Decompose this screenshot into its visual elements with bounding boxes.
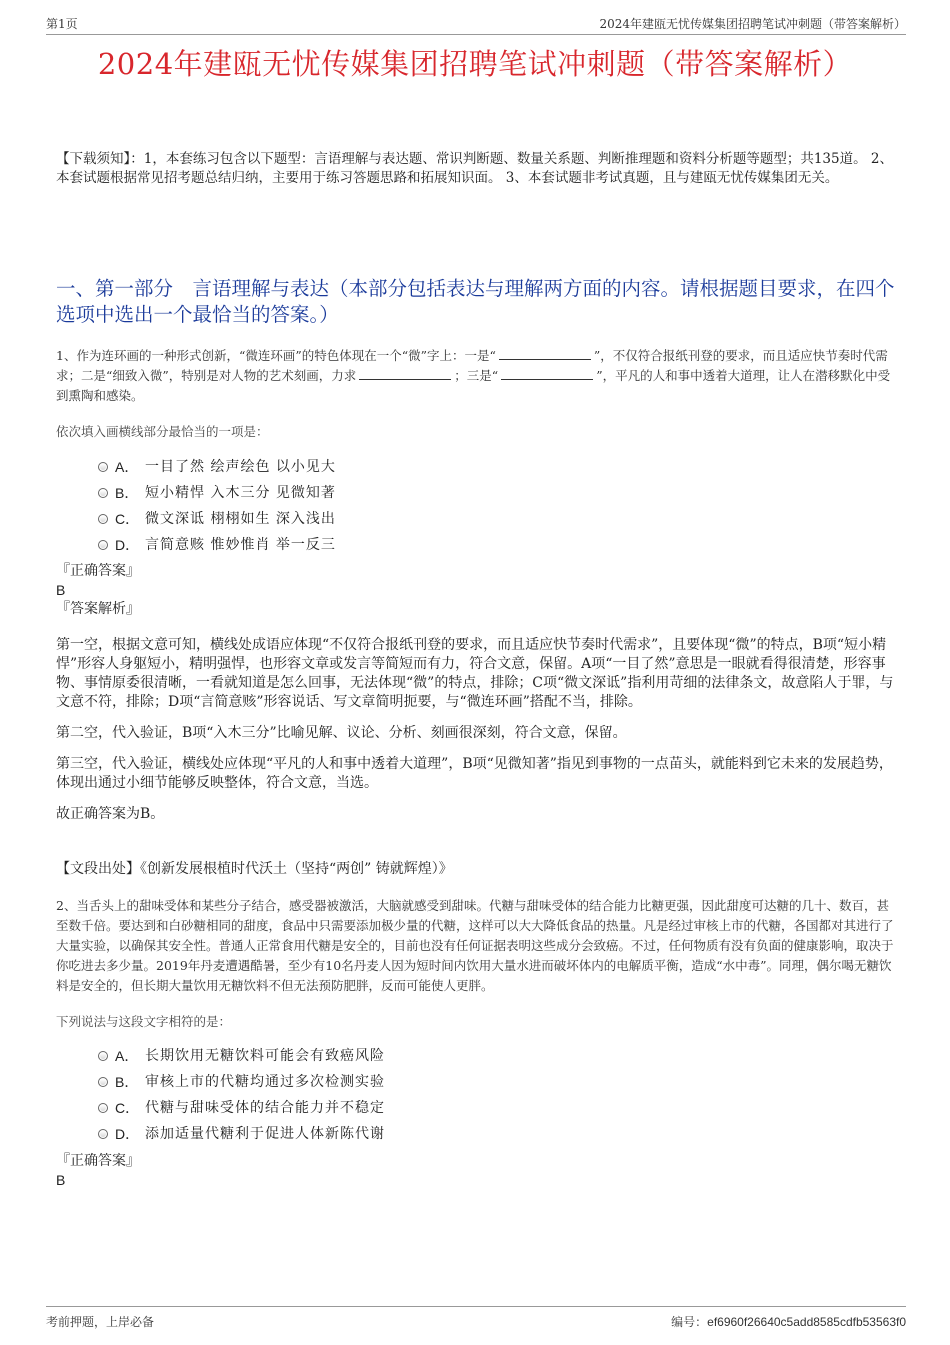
page-header [46, 14, 906, 35]
q1-blank-3 [501, 368, 593, 380]
q1-analysis-paragraph: 故正确答案为B。 [56, 806, 165, 822]
q1-analysis-paragraph: 第二空，代入验证，B项“入木三分”比喻见解、议论、分析、刻画很深刻，符合文意，保留。 [56, 725, 627, 741]
q1-source: 【文段出处】《创新发展根植时代沃土（坚持“两创” 铸就辉煌）》 [56, 861, 453, 877]
q1-option-c[interactable]: C． 微文深诋 栩栩如生 深入浅出 [56, 505, 896, 531]
page-number: 第1页 [46, 17, 78, 31]
q1-answer-value: B [56, 582, 66, 598]
q2-option-d[interactable]: D． 添加适量代糖利于促进人体新陈代谢 [56, 1120, 896, 1146]
header-doc-title: 2024年建瓯无忧传媒集团招聘笔试冲刺题（带答案解析） [599, 17, 906, 31]
q1-answer-block [56, 561, 896, 619]
radio-button-icon[interactable] [98, 488, 108, 498]
q1-options [56, 453, 896, 557]
q1-option-a[interactable]: A． 一目了然 绘声绘色 以小见大 [56, 453, 896, 479]
q1-instruction-block [56, 422, 896, 440]
code-label: 编号： [671, 1315, 708, 1329]
q1-option-d[interactable]: D． 言简意赅 惟妙惟肖 举一反三 [56, 531, 896, 557]
code-value: ef6960f26640c5add8585cdfb53563f0 [707, 1315, 906, 1329]
footer-slogan: 考前押题，上岸必备 [46, 1315, 155, 1329]
download-notice: 【下载须知】：1，本套练习包含以下题型：言语理解与表达题、常识判断题、数量关系题、判断推理题和资料分析题等题型；共135道。 2、本套试题根据常见招考题总结归纳，主要用于练习答题思路和拓展知识面。 3、本套试题非考试真题，且与建瓯无忧传媒集团无关。 [56, 151, 893, 186]
radio-button-icon[interactable] [98, 462, 108, 472]
q2-text: 2、当舌头上的甜味受体和某些分子结合，感受器被激活，大脑就感受到甜味。代糖与甜味受体的结合能力比糖更强，因此甜度可达糖的几十、数百，甚至数千倍。要达到和白砂糖相同的甜度，食品中只需要添加极少量的代糖，这样可以大大降低食品的热量。凡是经过审核上市的代糖，各国都对其进行了大量实验，以确保其安全性。普通人正常食用代糖是安全的，目前也没有任何证据表明这些成分会致癌。不过，任何物质有没有负面的健康影响，取决于你吃进去多少量。2019年丹麦遭遇酷暑，至少有10名丹麦人因为短时间内饮用大量水进而破坏体内的电解质平衡，造成“水中毒”。同理，偶尔喝无糖饮料是安全的，但长期大量饮用无糖饮料不但无法预防肥胖，反而可能使人更胖。 [56, 898, 894, 993]
question-2-stem [56, 896, 896, 996]
radio-button-icon[interactable] [98, 1129, 108, 1139]
q2-answer-value: B [56, 1172, 66, 1188]
page-footer [46, 1306, 906, 1329]
q1-text-part2: ”，不仅符合报纸刊登的要求，而且适应快节奏时代需求；二是“细致入微”，特别是对人物的艺术刻画，力求 [56, 348, 888, 383]
q2-answer-label: 『正确答案』 [56, 1153, 140, 1169]
q1-analysis [56, 636, 896, 836]
q1-analysis-paragraph: 第三空，代入验证，横线处应体现“平凡的人和事中透着大道理”，B项“见微知著”指见到事物的一点苗头，就能料到它未来的发展趋势，体现出通过小细节能够反映整体，符合文意，当选。 [56, 756, 893, 791]
q2-option-a[interactable]: A． 长期饮用无糖饮料可能会有致癌风险 [56, 1042, 896, 1068]
q1-option-b[interactable]: B． 短小精悍 入木三分 见微知著 [56, 479, 896, 505]
radio-button-icon[interactable] [98, 514, 108, 524]
q2-instruction-block [56, 1012, 896, 1030]
q1-instruction: 依次填入画横线部分最恰当的一项是： [56, 424, 269, 439]
question-1-stem [56, 346, 896, 406]
q1-blank-1 [499, 348, 591, 360]
q1-text-part3: ；三是“ [454, 368, 499, 383]
radio-button-icon[interactable] [98, 1077, 108, 1087]
radio-button-icon[interactable] [98, 1051, 108, 1061]
document-code [671, 1313, 906, 1330]
radio-button-icon[interactable] [98, 1103, 108, 1113]
q1-text-part4: ”，平凡的人和事中透着大道理，让人在潜移默化中受到熏陶和感染。 [56, 368, 891, 403]
q2-option-b[interactable]: B． 审核上市的代糖均通过多次检测实验 [56, 1068, 896, 1094]
q2-options [56, 1042, 896, 1146]
section-title: 一、第一部分 言语理解与表达（本部分包括表达与理解两方面的内容。请根据题目要求，在四个选项中选出一个最恰当的答案。） [56, 277, 895, 326]
q1-source-block [56, 860, 896, 879]
q2-answer-block [56, 1151, 896, 1189]
q2-instruction: 下列说法与这段文字相符的是： [56, 1014, 232, 1029]
q1-analysis-paragraph: 第一空，根据文意可知，横线处成语应体现“不仅符合报纸刊登的要求，而且适应快节奏时代需求”，且要体现“微”的特点，B项“短小精悍”形容人身躯短小，精明强悍，也形容文章或发言等简短而有力，符合文意，保留。A项“一目了然”意思是一眼就看得很清楚，形容事物、事情原委很清晰，一看就知道是怎么回事，无法体现“微”的特点，排除；C项“微文深诋”指利用苛细的法律条文，故意陷人于罪，与文意不符，排除；D项“言简意赅”形容说话、写文章简明扼要，与“微连环画”搭配不当，排除。 [56, 637, 894, 710]
q1-text-part1: 1、作为连环画的一种形式创新，“微连环画”的特色体现在一个“微”字上：一是“ [56, 348, 496, 363]
q1-analysis-label: 『答案解析』 [56, 601, 140, 617]
q2-option-c[interactable]: C． 代糖与甜味受体的结合能力并不稳定 [56, 1094, 896, 1120]
q1-blank-2 [359, 368, 451, 380]
q1-answer-label: 『正确答案』 [56, 563, 140, 579]
radio-button-icon[interactable] [98, 540, 108, 550]
document-title: 2024年建瓯无忧传媒集团招聘笔试冲刺题（带答案解析） [97, 47, 853, 81]
